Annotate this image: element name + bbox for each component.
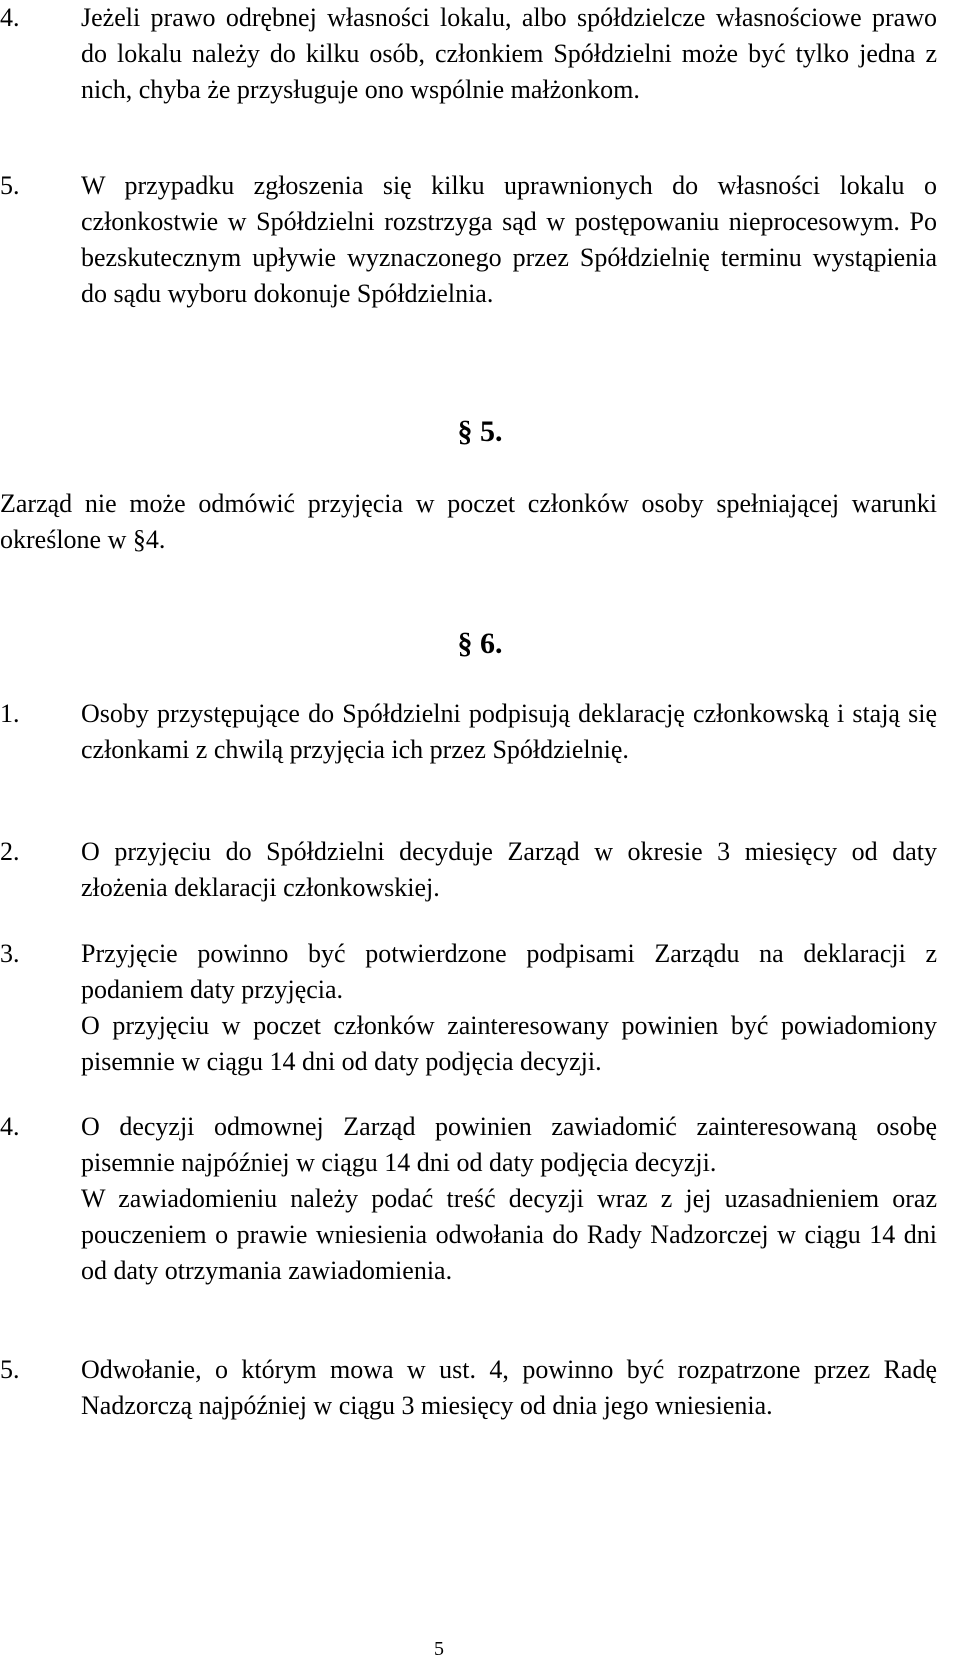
section-6-heading: § 6. [457, 627, 503, 660]
item-text: Przyjęcie powinno być potwierdzone podpisami Zarządu na deklaracji z podaniem daty przyjęcia. [81, 939, 937, 1004]
item-text-continued: W zawiadomieniu należy podać treść decyzji wraz z jej uzasadnieniem oraz pouczeniem o prawie wniesienia odwołania do Rady Nadzorczej w ciągu 14 dni od daty otrzymania zawiadomienia. [81, 1184, 937, 1285]
item-number: 5. [0, 1355, 20, 1384]
section-6-item-1 [0, 696, 940, 768]
item-number: 3. [0, 939, 20, 968]
item-number: 1. [0, 699, 20, 728]
item-number: 4. [0, 3, 20, 32]
item-text: Osoby przystępujące do Spółdzielni podpisują deklarację członkowską i stają się członkami z chwilą przyjęcia ich przez Spółdzielnię. [81, 699, 937, 764]
item-text: O przyjęciu do Spółdzielni decyduje Zarząd w okresie 3 miesięcy od daty złożenia deklaracji członkowskiej. [81, 837, 937, 902]
section-6-item-4 [0, 1109, 940, 1289]
item-number: 2. [0, 837, 20, 866]
section-5-text: Zarząd nie może odmówić przyjęcia w poczet członków osoby spełniającej warunki określone w §4. [0, 489, 937, 554]
list-item-4 [0, 0, 940, 108]
section-6-item-2 [0, 834, 940, 906]
page-number: 5 [434, 1638, 444, 1660]
item-text: W przypadku zgłoszenia się kilku uprawnionych do własności lokalu o członkostwie w Spółdzielni rozstrzyga sąd w postępowaniu nieprocesowym. Po bezskutecznym upływie wyznaczonego przez Spółdzielnię terminu wystąpienia do sądu wyboru dokonuje Spółdzielnia. [81, 171, 937, 308]
item-text-continued: O przyjęciu w poczet członków zainteresowany powinien być powiadomiony pisemnie w ciągu 14 dni od daty podjęcia decyzji. [81, 1011, 937, 1076]
list-item-5 [0, 168, 940, 312]
section-6-item-5 [0, 1352, 940, 1424]
section-6-item-3 [0, 936, 940, 1080]
section-5-heading: § 5. [457, 415, 503, 448]
item-number: 5. [0, 171, 20, 200]
item-number: 4. [0, 1112, 20, 1141]
item-text: Jeżeli prawo odrębnej własności lokalu, albo spółdzielcze własnościowe prawo do lokalu należy do kilku osób, członkiem Spółdzielni może być tylko jedna z nich, chyba że przysługuje ono wspólnie małżonkom. [81, 3, 937, 104]
item-text: O decyzji odmownej Zarząd powinien zawiadomić zainteresowaną osobę pisemnie najpóźniej w ciągu 14 dni od daty podjęcia decyzji. [81, 1112, 937, 1177]
item-text: Odwołanie, o którym mowa w ust. 4, powinno być rozpatrzone przez Radę Nadzorczą najpóźniej w ciągu 3 miesięcy od dnia jego wniesienia. [81, 1355, 937, 1420]
